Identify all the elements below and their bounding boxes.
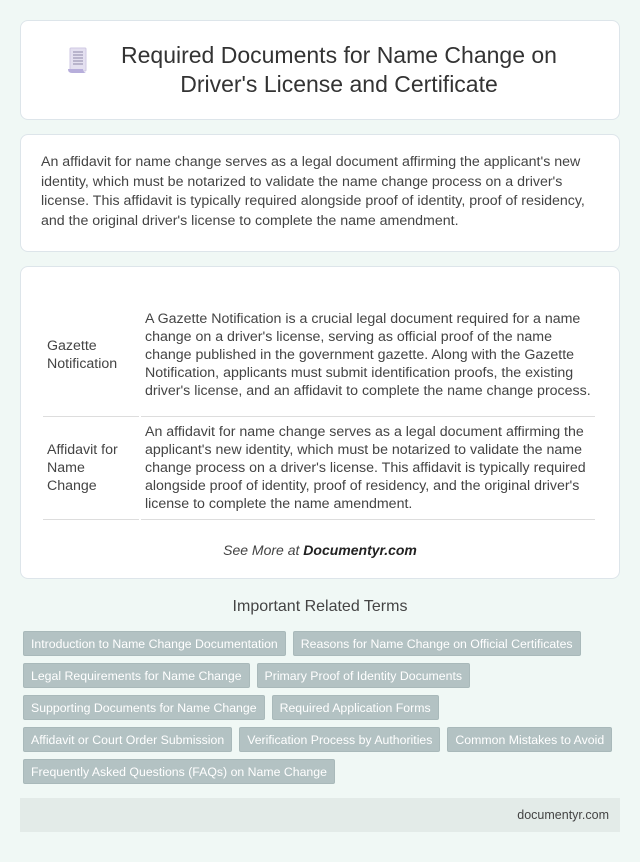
tag-introduction[interactable]: Introduction to Name Change Documentation <box>23 631 286 656</box>
document-scroll-icon <box>66 47 90 75</box>
tag-reasons[interactable]: Reasons for Name Change on Official Certificates <box>293 631 581 656</box>
documents-table <box>41 285 597 520</box>
title-wrap <box>66 41 574 99</box>
footer-site-link[interactable]: documentyr.com <box>517 808 609 822</box>
intro-card <box>20 134 620 252</box>
intro-text: An affidavit for name change serves as a legal document affirming the applicant's new identity, which must be notarized to validate the name change process on a driver's license. This affidavit is typically required alongside proof of identity, proof of residency, and the original driver's license to complete the name amendment. <box>41 154 585 229</box>
table-row <box>43 417 595 520</box>
description-cell: An affidavit for name change serves as a legal document affirming the applicant's new identity, which must be notarized to validate the name change process on a driver's license. This affidavit is typically required alongside proof of identity, proof of residency, and the original driver's license to complete the name amendment. <box>141 417 595 520</box>
page-title: Required Documents for Name Change on Driver's License and Certificate <box>121 42 557 97</box>
table-row <box>43 285 595 417</box>
related-tags <box>23 631 623 784</box>
tag-common-mistakes[interactable]: Common Mistakes to Avoid <box>447 727 612 752</box>
table-card <box>20 266 620 579</box>
tag-legal-requirements[interactable]: Legal Requirements for Name Change <box>23 663 250 688</box>
term-cell: Gazette Notification <box>43 285 139 417</box>
term-cell: Affidavit for Name Change <box>43 417 139 520</box>
see-more-link[interactable]: Documentyr.com <box>303 542 417 558</box>
tag-affidavit-court-order[interactable]: Affidavit or Court Order Submission <box>23 727 232 752</box>
see-more <box>43 542 597 558</box>
tag-supporting-documents[interactable]: Supporting Documents for Name Change <box>23 695 265 720</box>
tag-primary-proof[interactable]: Primary Proof of Identity Documents <box>257 663 471 688</box>
header-card <box>20 20 620 120</box>
description-cell: A Gazette Notification is a crucial legal document required for a name change on a driver's license, serving as official proof of the name change published in the government gazette. Along with the Gazette Notification, applicants must submit identification proofs, the existing driver's license, and an affidavit to complete the name change process. <box>141 285 595 417</box>
tag-faqs[interactable]: Frequently Asked Questions (FAQs) on Name Change <box>23 759 335 784</box>
tag-application-forms[interactable]: Required Application Forms <box>272 695 439 720</box>
tag-verification-process[interactable]: Verification Process by Authorities <box>239 727 440 752</box>
footer <box>20 798 620 832</box>
see-more-prefix: See More at <box>223 542 304 558</box>
related-terms-title: Important Related Terms <box>232 598 408 615</box>
